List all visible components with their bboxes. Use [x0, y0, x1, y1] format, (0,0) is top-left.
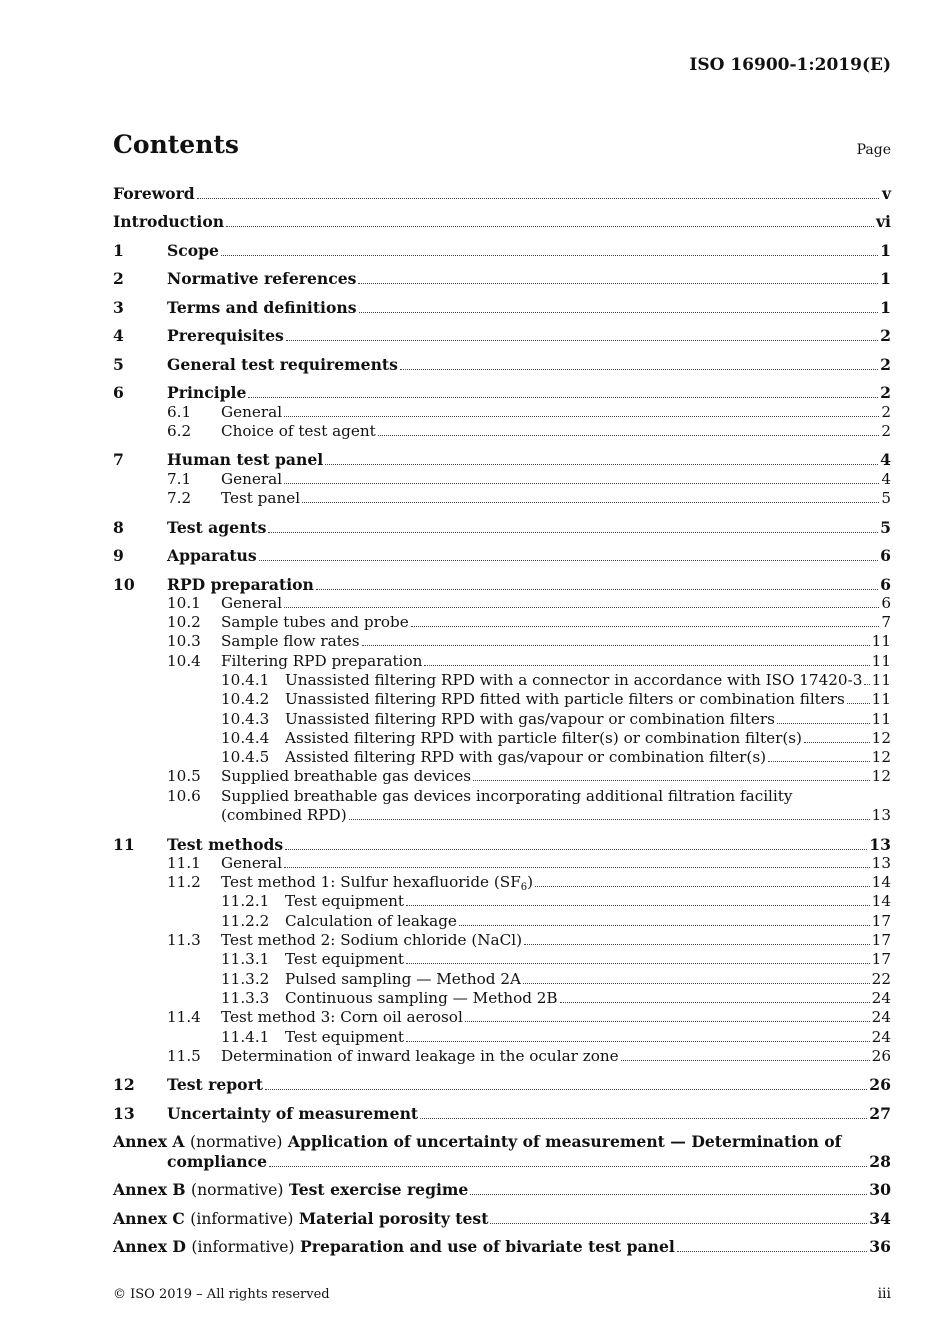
- toc-entry-continuation[interactable]: [113, 806, 891, 825]
- toc-entry[interactable]: [113, 1047, 891, 1066]
- dot-leader: [523, 970, 870, 984]
- toc-page-number: 2: [880, 354, 891, 374]
- toc-page-number: vi: [876, 212, 891, 232]
- dot-leader: [411, 613, 879, 627]
- toc-entry-text-suffix: ): [527, 873, 534, 892]
- toc-entry[interactable]: [113, 1237, 891, 1256]
- toc-entry-number: 11.4.1: [221, 1027, 270, 1046]
- toc-entry-number: 10.2: [167, 613, 201, 632]
- dot-leader: [358, 270, 878, 284]
- toc-entry-title: [285, 710, 775, 729]
- toc-page-number: 17: [871, 911, 891, 930]
- dot-leader: [524, 931, 870, 945]
- dot-leader: [284, 854, 870, 868]
- toc-entry-title: [221, 403, 282, 422]
- toc-entry-text: Prerequisites: [167, 326, 284, 346]
- toc-entry[interactable]: [113, 422, 891, 441]
- toc-page-number: 11: [871, 671, 891, 689]
- toc-entry[interactable]: [113, 690, 891, 709]
- toc-entry-text: Apparatus: [167, 546, 257, 566]
- dot-leader: [269, 1153, 867, 1167]
- toc-entry-title: [285, 690, 845, 709]
- toc-entry-number: 3: [113, 297, 124, 317]
- toc-entry-text: Unassisted filtering RPD fitted with particle filters or combination filters: [285, 690, 845, 709]
- toc-entry-text: General: [221, 469, 283, 488]
- toc-page-number: 1: [880, 297, 891, 317]
- toc-entry-text: Assisted filtering RPD with particle filter(s) or combination filter(s): [285, 728, 802, 747]
- toc-entry-text: General: [221, 593, 283, 612]
- toc-entry-text: Choice of test agent: [221, 421, 376, 440]
- toc-entry[interactable]: [113, 931, 891, 950]
- toc-entry-title: [167, 518, 266, 537]
- toc-entry-number: 8: [113, 517, 124, 537]
- toc-page-number: 7: [881, 613, 891, 632]
- toc-entry[interactable]: [113, 1209, 891, 1228]
- toc-entry-number: 11.3.3: [221, 988, 270, 1007]
- annex-title: Material porosity test: [298, 1208, 489, 1228]
- dot-leader: [777, 710, 870, 724]
- copyright-notice: © ISO 2019 – All rights reserved: [113, 1287, 330, 1302]
- toc-entry[interactable]: [113, 241, 891, 260]
- toc-entry-number: 11.3: [167, 931, 201, 950]
- toc-entry-number: 7.1: [167, 469, 192, 488]
- toc-entry-title: [285, 1028, 404, 1047]
- toc-entry[interactable]: [113, 873, 891, 892]
- dot-leader: [424, 652, 869, 666]
- toc-entry-title: [113, 1180, 468, 1200]
- toc-entry-text-line2: (combined RPD): [221, 806, 347, 825]
- toc-page-number: 14: [871, 892, 891, 911]
- toc-entry-title: [167, 298, 357, 317]
- annex-kind: (normative): [191, 1181, 284, 1200]
- toc-entry-title: [113, 212, 224, 231]
- toc-page-number: 22: [871, 969, 891, 988]
- toc-page-number: 5: [881, 489, 891, 508]
- toc-entry-number: 10.4.2: [221, 690, 270, 709]
- toc-entry[interactable]: [113, 355, 891, 374]
- toc-entry[interactable]: [113, 787, 891, 806]
- toc-entry-text: RPD preparation: [167, 574, 314, 594]
- toc-entry-title: [221, 1047, 619, 1066]
- toc-entry[interactable]: [113, 729, 891, 748]
- toc-entry[interactable]: [113, 326, 891, 345]
- toc-entry-text: Unassisted filtering RPD with a connector in accordance with ISO 17420-3: [285, 671, 863, 689]
- dot-leader: [406, 950, 870, 964]
- dot-leader: [621, 1047, 870, 1061]
- toc-entry-text: Calculation of leakage: [285, 911, 457, 930]
- toc-entry-text: Introduction: [113, 212, 225, 232]
- dot-leader: [286, 327, 878, 341]
- toc-entry[interactable]: [113, 212, 891, 231]
- toc-entry-text: Supplied breathable gas devices incorporating additional filtration facility: [221, 786, 793, 805]
- toc-entry-title: [221, 787, 792, 806]
- toc-entry-title: [221, 767, 471, 786]
- toc-entry-number: 11.1: [167, 853, 201, 872]
- toc-entry-text: Test agents: [167, 517, 267, 537]
- dot-leader: [226, 213, 874, 227]
- dot-leader: [378, 422, 879, 436]
- toc-entry-text: Test equipment: [285, 950, 405, 969]
- toc-entry-number: 10.4.1: [221, 671, 270, 689]
- toc-entry-text-line2: compliance: [167, 1151, 268, 1171]
- toc-entry-title: [285, 892, 404, 911]
- toc-entry[interactable]: [113, 854, 891, 873]
- toc-entry-text: Pulsed sampling — Method 2A: [285, 969, 521, 988]
- dot-leader: [362, 632, 870, 646]
- toc-entry[interactable]: [113, 748, 891, 767]
- dot-leader: [316, 576, 878, 590]
- toc-entry-text: Supplied breathable gas devices: [221, 767, 472, 786]
- toc-entry[interactable]: [113, 383, 891, 402]
- annex-title: Preparation and use of bivariate test panel: [300, 1237, 675, 1257]
- toc-entry-continuation[interactable]: [113, 1152, 891, 1171]
- dot-leader: [470, 1181, 867, 1195]
- toc-entry-number: 11.5: [167, 1046, 201, 1065]
- toc-entry-text: Test method 2: Sodium chloride (NaCl): [221, 931, 522, 950]
- toc-entry-title: [221, 652, 422, 671]
- toc-entry-number: 13: [113, 1103, 135, 1123]
- annex-label: Annex D: [113, 1237, 186, 1257]
- toc-entry[interactable]: [113, 594, 891, 613]
- dot-leader: [473, 767, 870, 781]
- toc-entry[interactable]: [113, 470, 891, 489]
- toc-entry-text: Test report: [167, 1075, 264, 1095]
- toc-entry-number: 10.4: [167, 651, 201, 670]
- toc-entry-text: Unassisted filtering RPD with gas/vapour or combination filters: [285, 709, 775, 728]
- toc-page-number: 27: [869, 1103, 891, 1123]
- toc-entry-number: 6: [113, 383, 124, 403]
- toc-entry-title: [167, 546, 257, 565]
- dot-leader: [284, 594, 879, 608]
- toc-entry-title: [221, 594, 282, 613]
- dot-leader: [284, 470, 879, 484]
- toc-page-number: 14: [871, 873, 891, 892]
- dot-leader: [197, 185, 879, 199]
- toc-entry-text: General: [221, 853, 283, 872]
- toc-entry-number: 11.2.1: [221, 892, 270, 911]
- dot-leader: [400, 356, 878, 370]
- toc-entry[interactable]: [113, 671, 891, 690]
- toc-entry-title: [167, 241, 219, 260]
- toc-page-number: 36: [869, 1237, 891, 1257]
- toc-entry-text: Filtering RPD preparation: [221, 651, 423, 670]
- toc-entry-number: 4: [113, 326, 124, 346]
- toc-entry[interactable]: [113, 767, 891, 786]
- toc-entry-title: [167, 835, 283, 854]
- toc-entry-number: 11: [113, 834, 135, 854]
- dot-leader: [221, 242, 878, 256]
- toc-entry-text: Terms and definitions: [167, 297, 357, 317]
- toc-entry[interactable]: [113, 1132, 891, 1151]
- dot-leader: [864, 671, 869, 685]
- toc-entry-title: [167, 575, 314, 594]
- toc-entry-text: Sample tubes and probe: [221, 613, 409, 632]
- toc-entry-number: 11.2.2: [221, 911, 270, 930]
- table-of-contents: [113, 184, 891, 1256]
- toc-page-number: 2: [881, 402, 891, 421]
- toc-entry[interactable]: [113, 632, 891, 651]
- toc-entry-number: 2: [113, 269, 124, 289]
- toc-entry-text: Principle: [167, 383, 247, 403]
- toc-entry-title: [113, 1132, 841, 1152]
- dot-leader: [535, 873, 870, 887]
- toc-entry-number: 11.2: [167, 873, 201, 892]
- toc-entry[interactable]: [113, 184, 891, 203]
- toc-entry-text: Test equipment: [285, 1027, 405, 1046]
- toc-entry-text: Test methods: [167, 834, 284, 854]
- toc-page-number: 28: [869, 1151, 891, 1171]
- toc-entry-title: [221, 931, 522, 950]
- toc-page-number: 4: [880, 450, 891, 470]
- toc-page-number: 24: [871, 1027, 891, 1046]
- toc-entry[interactable]: [113, 892, 891, 911]
- toc-page-number: 12: [871, 748, 891, 767]
- toc-entry[interactable]: [113, 489, 891, 508]
- dot-leader: [406, 892, 870, 906]
- toc-entry[interactable]: [113, 970, 891, 989]
- annex-label: Annex A: [113, 1132, 185, 1152]
- toc-entry[interactable]: [113, 1075, 891, 1094]
- toc-entry-text: Scope: [167, 240, 219, 260]
- toc-entry-number: 11.3.2: [221, 969, 270, 988]
- toc-entry-title: [221, 470, 282, 489]
- toc-entry-text: General: [221, 402, 283, 421]
- dot-leader: [302, 489, 879, 503]
- toc-entry-number: 5: [113, 354, 124, 374]
- toc-page-number: 17: [871, 950, 891, 969]
- toc-page-number: 17: [871, 931, 891, 950]
- toc-page-number: 26: [869, 1075, 891, 1095]
- toc-entry-number: 10.4.3: [221, 709, 270, 728]
- toc-entry-title: [221, 632, 360, 651]
- annex-label: Annex C: [113, 1208, 185, 1228]
- dot-leader: [677, 1238, 868, 1252]
- toc-entry-number: 10.4.4: [221, 728, 270, 747]
- toc-page-number: 11: [871, 632, 891, 651]
- toc-page-number: 1: [880, 269, 891, 289]
- toc-entry-title: [285, 970, 521, 989]
- toc-entry[interactable]: [113, 835, 891, 854]
- toc-entry-number: 7: [113, 450, 124, 470]
- toc-page-number: 24: [871, 988, 891, 1007]
- toc-page-number: 11: [871, 709, 891, 728]
- toc-entry[interactable]: [113, 912, 891, 931]
- annex-title: Test exercise regime: [288, 1180, 469, 1200]
- toc-entry-title: [221, 613, 409, 632]
- annex-kind: (informative): [190, 1209, 294, 1228]
- toc-entry-number: 11.3.1: [221, 950, 270, 969]
- toc-entry[interactable]: [113, 546, 891, 565]
- toc-page-number: 6: [880, 574, 891, 594]
- dot-leader: [459, 912, 870, 926]
- dot-leader: [490, 1210, 867, 1224]
- toc-page-number: 34: [869, 1208, 891, 1228]
- toc-entry-title: [167, 355, 398, 374]
- document-id: ISO 16900-1:2019(E): [689, 55, 891, 75]
- toc-entry-title: [285, 950, 404, 969]
- toc-entry-number: 6.2: [167, 421, 192, 440]
- toc-entry-text: Foreword: [113, 184, 195, 203]
- toc-entry-number: 10.1: [167, 593, 201, 612]
- toc-page-number: 4: [881, 469, 891, 488]
- toc-entry-number: 6.1: [167, 402, 192, 421]
- dot-leader: [560, 989, 870, 1003]
- dot-leader: [406, 1028, 870, 1042]
- toc-entry[interactable]: [113, 613, 891, 632]
- toc-page-number: 26: [871, 1046, 891, 1065]
- toc-entry-text: Determination of inward leakage in the ocular zone: [221, 1046, 619, 1065]
- toc-entry[interactable]: [113, 1180, 891, 1199]
- dot-leader: [248, 384, 878, 398]
- toc-entry[interactable]: [113, 450, 891, 469]
- dot-leader: [259, 547, 878, 561]
- toc-entry-title: [285, 748, 766, 767]
- toc-entry[interactable]: [113, 1028, 891, 1047]
- toc-page-number: 13: [871, 806, 891, 825]
- dot-leader: [804, 729, 870, 743]
- toc-entry-title: [113, 184, 195, 203]
- toc-entry-title: [285, 671, 862, 690]
- toc-entry-title: [167, 326, 284, 345]
- toc-entry-text: Assisted filtering RPD with gas/vapour or combination filter(s): [285, 748, 767, 767]
- toc-entry-text: Test panel: [221, 489, 301, 508]
- toc-entry-text: Uncertainty of measurement: [167, 1103, 419, 1123]
- toc-entry-title: [285, 989, 558, 1008]
- dot-leader: [285, 836, 867, 850]
- toc-entry-title: [167, 269, 356, 288]
- toc-page-number: 13: [869, 834, 891, 854]
- toc-entry[interactable]: [113, 989, 891, 1008]
- toc-page-number: 12: [871, 767, 891, 786]
- dot-leader: [768, 748, 870, 762]
- toc-entry-title: [167, 1104, 418, 1123]
- toc-entry-number: 11.4: [167, 1008, 201, 1027]
- toc-entry-number: 9: [113, 546, 124, 566]
- toc-entry-title: [221, 873, 533, 892]
- toc-page-number: 2: [880, 326, 891, 346]
- toc-page-number: 6: [880, 546, 891, 566]
- toc-entry-title: [113, 1209, 488, 1229]
- toc-entry-number: 1: [113, 240, 124, 260]
- dot-leader: [359, 299, 879, 313]
- dot-leader: [349, 806, 870, 820]
- toc-entry-number: 10.5: [167, 767, 201, 786]
- toc-page-number: 13: [871, 853, 891, 872]
- toc-entry-title: [221, 1008, 463, 1027]
- toc-entry-title: [167, 383, 246, 402]
- toc-entry[interactable]: [113, 518, 891, 537]
- toc-entry[interactable]: [113, 950, 891, 969]
- dot-leader: [465, 1008, 870, 1022]
- toc-entry-title: [221, 489, 300, 508]
- toc-page-number: 24: [871, 1008, 891, 1027]
- annex-kind: (informative): [191, 1238, 295, 1257]
- toc-entry[interactable]: [113, 1104, 891, 1123]
- toc-entry-number: 10.6: [167, 786, 201, 805]
- dot-leader: [284, 403, 879, 417]
- dot-leader: [265, 1076, 867, 1090]
- toc-entry-title: [221, 854, 282, 873]
- toc-entry[interactable]: [113, 1008, 891, 1027]
- toc-entry-number: 10: [113, 574, 135, 594]
- toc-entry[interactable]: [113, 269, 891, 288]
- toc-page-number: 5: [880, 517, 891, 537]
- toc-page-number: v: [881, 184, 891, 203]
- toc-entry-text: Continuous sampling — Method 2B: [285, 988, 558, 1007]
- toc-entry-text: General test requirements: [167, 354, 398, 374]
- toc-page-number: 2: [880, 383, 891, 403]
- annex-kind: (normative): [189, 1133, 283, 1152]
- toc-entry-text: Sample flow rates: [221, 632, 360, 651]
- toc-entry-text: Normative references: [167, 269, 357, 289]
- toc-page-number: 30: [869, 1180, 891, 1200]
- page-column-label: Page: [856, 142, 891, 158]
- dot-leader: [268, 519, 878, 533]
- toc-entry-title: [167, 1075, 263, 1094]
- toc-entry-title: [285, 912, 457, 931]
- annex-title: Application of uncertainty of measurement — Determination of: [287, 1132, 842, 1152]
- toc-page-number: 6: [881, 593, 891, 612]
- toc-entry[interactable]: [113, 710, 891, 729]
- toc-page-number: 12: [871, 728, 891, 747]
- toc-entry-title: [167, 450, 323, 469]
- dot-leader: [847, 690, 870, 704]
- toc-entry[interactable]: [113, 298, 891, 317]
- page-number: iii: [877, 1286, 891, 1302]
- toc-entry-number: 10.3: [167, 632, 201, 651]
- toc-entry-text: Test equipment: [285, 892, 405, 911]
- subscript: 6: [520, 882, 528, 894]
- dot-leader: [325, 451, 878, 465]
- annex-label: Annex B: [113, 1180, 186, 1200]
- page-title: Contents: [113, 130, 240, 159]
- toc-page-number: 11: [871, 690, 891, 709]
- toc-entry[interactable]: [113, 575, 891, 594]
- toc-entry-text: Test method 3: Corn oil aerosol: [221, 1008, 463, 1027]
- toc-page-number: 11: [871, 651, 891, 670]
- toc-page-number: 1: [880, 240, 891, 260]
- toc-entry-text: Human test panel: [167, 450, 324, 470]
- toc-entry-text: Test method 1: Sulfur hexafluoride (SF: [221, 873, 521, 892]
- toc-entry[interactable]: [113, 403, 891, 422]
- toc-entry-title: [221, 422, 376, 441]
- toc-page-number: 2: [881, 421, 891, 440]
- toc-entry-number: 10.4.5: [221, 748, 270, 767]
- toc-entry-title: [113, 1237, 675, 1257]
- toc-entry-number: 12: [113, 1075, 135, 1095]
- dot-leader: [420, 1105, 867, 1119]
- toc-entry-title: [285, 729, 802, 748]
- toc-entry[interactable]: [113, 652, 891, 671]
- toc-entry-number: 7.2: [167, 489, 192, 508]
